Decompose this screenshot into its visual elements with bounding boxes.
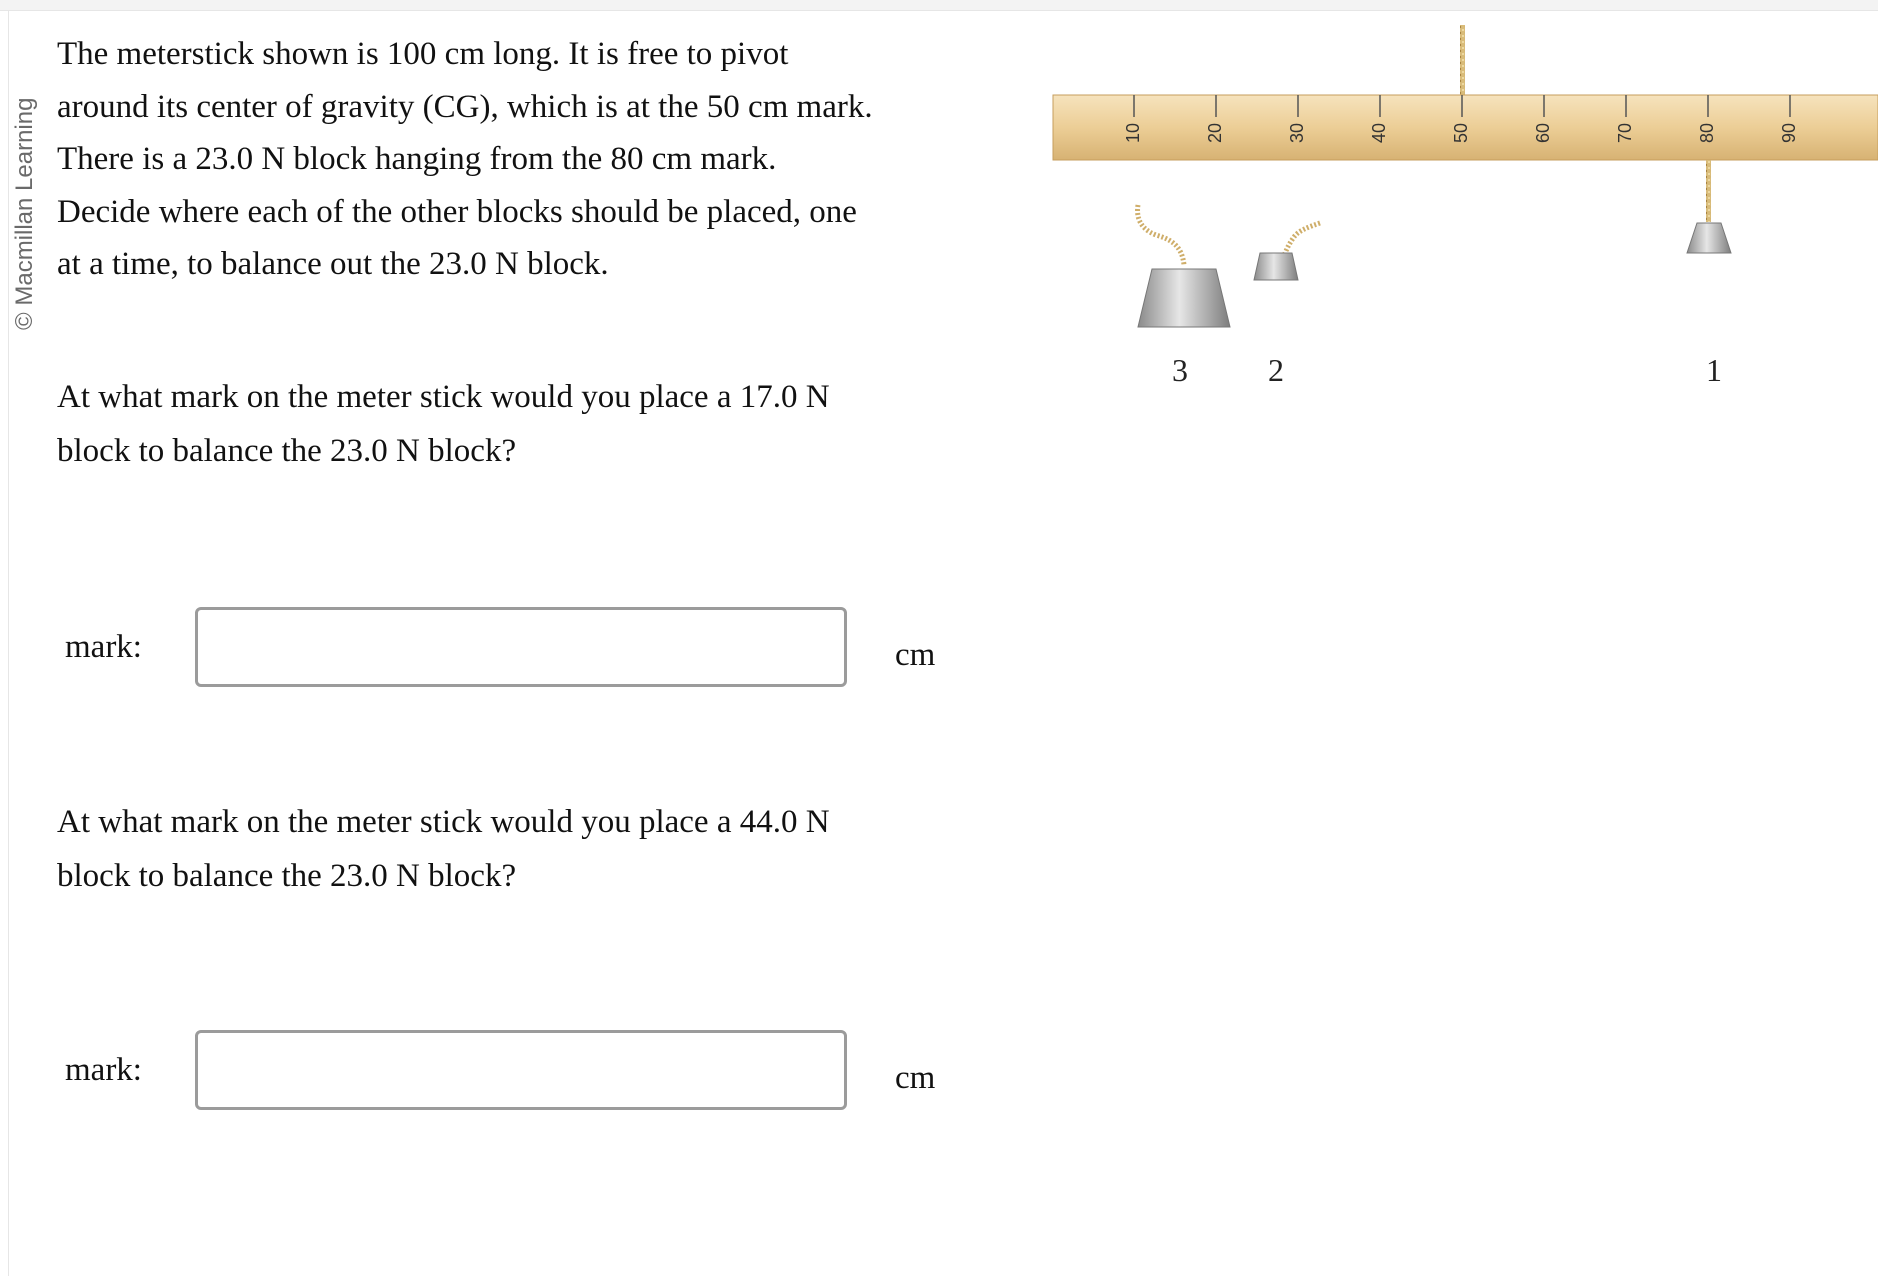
question-line: At what mark on the meter stick would you place a 17.0 N (57, 379, 830, 415)
block-3-rope (1138, 205, 1184, 265)
top-border (0, 0, 1878, 11)
unit-label: cm (895, 1060, 936, 1096)
intro-line: The meterstick shown is 100 cm long. It is free to pivot (57, 36, 789, 72)
tick-label: 30 (1286, 122, 1307, 144)
block-label-3: 3 (1172, 352, 1188, 388)
intro-line: There is a 23.0 N block hanging from the 80 cm mark. (57, 141, 777, 177)
block-1-rope (1706, 160, 1711, 222)
tick-label: 10 (1122, 122, 1143, 144)
tick-label: 70 (1614, 122, 1635, 144)
copyright-notice: © Macmillan Learning (11, 97, 38, 330)
intro-line: at a time, to balance out the 23.0 N block. (57, 246, 609, 282)
block-3 (1138, 269, 1230, 327)
block-label-1: 1 (1706, 352, 1722, 388)
question-line: At what mark on the meter stick would you place a 44.0 N (57, 804, 830, 840)
tick-label: 20 (1204, 122, 1225, 144)
block-label-2: 2 (1268, 352, 1284, 388)
tick-label: 80 (1696, 122, 1717, 144)
answer-row-1 (57, 607, 957, 693)
pivot-rope (1460, 25, 1465, 95)
mark-label: mark: (65, 1052, 142, 1088)
intro-line: around its center of gravity (CG), which is at the 50 cm mark. (57, 88, 873, 125)
mark-label: mark: (65, 629, 142, 665)
meterstick-figure (1050, 25, 1878, 405)
tick-label: 50 (1450, 122, 1471, 144)
unit-label: cm (895, 637, 936, 673)
intro-line: Decide where each of the other blocks should be placed, one (57, 193, 857, 230)
block-2 (1254, 253, 1298, 280)
mark-input-2[interactable] (195, 1030, 847, 1110)
meterstick-diagram (1050, 25, 1878, 405)
left-border (8, 10, 9, 1276)
question-line: block to balance the 23.0 N block? (57, 858, 517, 894)
tick-label: 40 (1368, 122, 1389, 144)
block-1 (1687, 223, 1731, 253)
question-2-text (57, 795, 957, 903)
mark-input-1[interactable] (195, 607, 847, 687)
question-1-text (57, 370, 957, 478)
tick-label: 90 (1778, 122, 1799, 144)
answer-row-2 (57, 1030, 957, 1116)
problem-statement (57, 28, 957, 291)
question-line: block to balance the 23.0 N block? (57, 433, 517, 469)
tick-label: 60 (1532, 122, 1553, 144)
